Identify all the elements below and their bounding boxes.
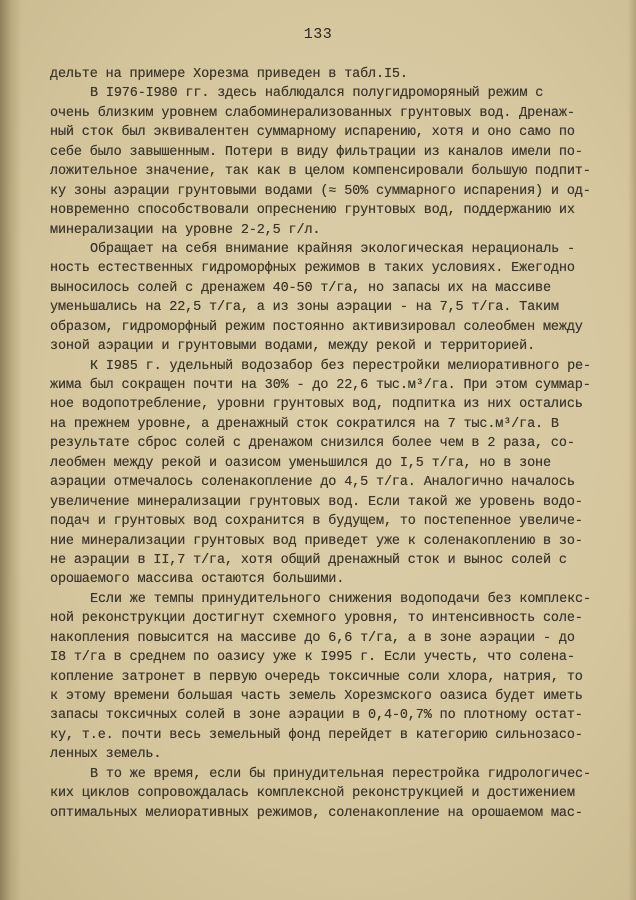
paragraph-first-line: Обращает на себя внимание крайняя экологическая нерациональ -: [90, 241, 576, 257]
page-edge-shadow-right: [628, 0, 636, 900]
paragraph-first-line: К I985 г. удельный водозабор без перестройки мелиоративного ре-: [90, 358, 591, 374]
text-line: к этому времени большая часть земель Хорезмского оазиса будет иметь: [50, 689, 583, 704]
text-line: ких циклов сопровождалась комплексной реконструкцией и достижением: [50, 786, 575, 802]
paragraph-first-line: Если же темпы принудительного снижения водоподачи без комплекс-: [90, 591, 591, 607]
text-line: ку зоны аэрации грунтовыми водами (≈ 50% суммарного испарения) и од-: [50, 183, 591, 199]
text-line: результате сброс солей с дренажом снизился более чем в 2 раза, со-: [50, 436, 575, 452]
text-line: ность естественных гидроморфных режимов в таких условиях. Ежегодно: [50, 261, 575, 277]
text-line: ное водопотребление, уровни грунтовых вод, подпитка из них остались: [50, 397, 583, 413]
text-line: ку, т.е. почти весь земельный фонд перейдет в категорию сильнозасо-: [50, 727, 583, 743]
text-line: ние минерализации грунтовых вод приведет уже к соленакоплению в зо-: [50, 533, 583, 549]
text-line: накопления повысится на массиве до 6,6 т/га, а в зоне аэрации - до: [50, 630, 575, 646]
text-line: увеличение минерализации грунтовых вод. Если такой же уровень водо-: [50, 494, 583, 510]
page-number: 133: [303, 26, 333, 43]
text-line: себе было завышенным. Потери в виду фильтрации из каналов имели по-: [50, 144, 583, 160]
text-line: оптимальных мелиоративных режимов, соленакопление на орошаемом мас-: [50, 805, 583, 821]
text-line: леобмен между рекой и оазисом уменьшился до I,5 т/га, но в зоне: [50, 455, 551, 471]
text-line: запасы токсичных солей в зоне аэрации в 0,4-0,7% по плотному остат-: [50, 708, 583, 724]
text-line: уменьшались на 22,5 т/га, а из зоны аэрации - на 7,5 т/га. Таким: [50, 300, 559, 316]
text-line: аэрации отмечалось соленакопление до 4,5 т/га. Аналогично началось: [50, 475, 575, 491]
text-line: жима был сокращен почти на 30% - до 22,6 тыс.м³/га. При этом суммар-: [50, 378, 591, 393]
text-line: дельте на примере Хорезма приведен в табл.I5.: [50, 67, 408, 82]
paragraph-first-line: В I976-I980 гг. здесь наблюдался полугидроморяный режим с: [90, 86, 544, 102]
text-line: на прежнем уровне, а дренажный сток сократился на 7 тыс.м³/га. В: [50, 416, 559, 432]
text-line: новременно способствовали опреснению грунтовых вод, поддержанию их: [50, 203, 575, 219]
text-line: ленных земель.: [50, 747, 162, 763]
page-edge-shadow-left: [0, 0, 22, 900]
text-line: орошаемого массива остаются большими.: [50, 572, 345, 588]
text-line: копление затронет в первую очередь токсичные соли хлора, натрия, то: [50, 669, 583, 685]
typewritten-text-body: [50, 65, 610, 823]
text-line: минерализации на уровне 2-2,5 г/л.: [50, 222, 321, 238]
text-line: ной реконструкции достигнут схемного уровня, то интенсивность соле-: [50, 611, 583, 627]
text-line: не аэрации в II,7 т/га, хотя общий дренажный сток и вынос солей с: [50, 552, 567, 568]
text-line: ный сток был эквивалентен суммарному испарению, хотя и оно само по: [50, 125, 575, 141]
text-line: ложительное значение, так как в целом компенсировали большую подпит-: [50, 164, 591, 180]
text-line: зоной аэрации и грунтовыми водами, между рекой и территорией.: [50, 339, 536, 355]
text-line: I8 т/га в среднем по оазису уже к I995 г. Если учесть, что солена-: [50, 650, 575, 666]
text-line: подач и грунтовых вод сохранится в будущем, то постепенное увеличе-: [50, 514, 583, 530]
text-line: выносилось солей с дренажем 40-50 т/га, но запасы их на массиве: [50, 280, 551, 296]
text-line: очень близким уровнем слабоминерализованных грунтовых вод. Дренаж-: [50, 105, 575, 121]
paragraph-first-line: В то же время, если бы принудительная перестройка гидрологичес-: [90, 766, 591, 782]
text-line: образом, гидроморфный режим постоянно активизировал солеобмен между: [50, 319, 583, 335]
